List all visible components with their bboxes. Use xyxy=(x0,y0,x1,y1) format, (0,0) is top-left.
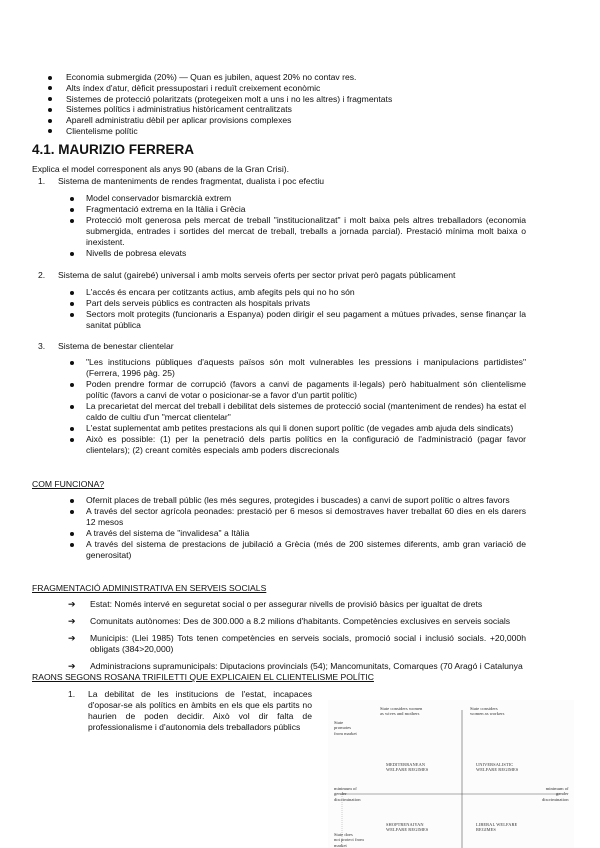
item-title: Sistema de manteniments de rendes fragmentat, dualista i poc efectiu xyxy=(58,176,325,186)
item-number: 2. xyxy=(38,270,46,280)
list-item: Part dels serveis públics es contracten als hospitals privats xyxy=(68,298,526,309)
list-item: La precarietat del mercat del treball i debilitat dels sistemes de protecció social (manteniment de rendes) ha estat el caldo de cultiu d'un "mercat clientelar" xyxy=(68,401,526,423)
item-title: Sistema de salut (gairebé) universal i amb molts serveis oferts per sector privat però pagats públicament xyxy=(58,270,456,280)
list-item: A través del sector agrícola peonades: prestació per 6 mesos si demostraves haver treballat 60 dies en els darers 12 mesos xyxy=(68,506,526,528)
list-item: Sistemes de protecció polaritzats (protegeixen molt a uns i no les altres) i fragmentats xyxy=(46,94,566,105)
list-item: Clientelisme polític xyxy=(46,126,566,137)
fragmentacio-heading: FRAGMENTACIÓ ADMINISTRATIVA EN SERVEIS SOCIALS xyxy=(32,583,267,593)
item-number: 3. xyxy=(38,341,46,351)
list-item: Nivells de pobresa elevats xyxy=(68,248,526,259)
quadrant-top-left: MEDITERRANEAN WELFARE REGIMES xyxy=(386,762,429,773)
list-item xyxy=(68,616,526,627)
quadrant-bottom-left: SHOPTRENAIYAN WELFARE REGIMES xyxy=(386,822,429,833)
item-text: La debilitat de les institucions de l'estat, incapaces d'oposar-se als polítics en àmbits en els que els partits no haurien de poden decidir. Això vol dir falta de professionalisme i d'autonomia dels treballadors públics xyxy=(88,689,312,732)
item-number: 1. xyxy=(38,176,46,186)
list-item: Ofernit places de treball públic (les més segures, protegides i buscades) a canvi de suport polític o altres favors xyxy=(68,495,526,506)
list-item: Economia submergida (20%) — Quan es jubilen, aquest 20% no contav res. xyxy=(46,72,566,83)
figure-left-top-label: State promotes from market xyxy=(334,720,357,736)
list-item: A través del sistema de prestacions de jubilació a Grècia (més de 200 sistemes diferents, amb gran variació de generositat) xyxy=(68,539,526,561)
list-item: Aparell administratiu dèbil per aplicar provisions complexes xyxy=(46,115,566,126)
list-item: Sistemes polítics i administratius històricament centralitzats xyxy=(46,104,566,115)
figure-top-right-label: State considers women as workers xyxy=(470,706,505,717)
intro-text: Explica el model corresponent als anys 90 (abans de la Gran Crisi). xyxy=(32,164,289,174)
figure-left-mid-label: minimum of gender discrimination xyxy=(334,786,361,802)
arrow-right-icon: ➔ xyxy=(68,599,76,609)
raons-heading: RAONS SEGONS ROSANA TRIFILETTI QUE EXPLICAIEN EL CLIENTELISME POLÍTIC xyxy=(32,672,374,682)
list-item: "Les institucions públiques d'aquests països són molt vulnerables les pressions i manipulacions partidistes" (Ferrera, 1996 pàg. 25) xyxy=(68,357,526,379)
list-item: Això es possible: (1) per la penetració dels partis polítics en la configuració de l'administració (pagar favor clientelars); (2) creant comitès especials amb poders discrecionals xyxy=(68,434,526,456)
list-item: Sectors molt protegits (funcionaris a Espanya) poden dirigir el seu pagament a mútues privades, sense finançar la sanitat pública xyxy=(68,309,526,331)
fragmentacio-list xyxy=(68,599,526,672)
item3-bullets xyxy=(68,357,526,456)
com-funciona-heading: COM FUNCIONA? xyxy=(32,479,105,489)
list-item-text: Municipis: (Llei 1985) Tots tenen competències en serveis socials, promoció social i inclusió socials. +20,000h obligats (384>20,000) xyxy=(90,633,526,654)
arrow-right-icon: ➔ xyxy=(68,661,76,671)
figure-lines xyxy=(328,700,574,848)
list-item: L'estat suplementat amb petites prestacions als qui li donen suport polític (de vegades amb ajuda dels sindicats) xyxy=(68,423,526,434)
list-item xyxy=(68,661,526,672)
top-bullet-list xyxy=(46,72,566,137)
item2-bullets xyxy=(68,287,526,331)
list-item: Protecció molt generosa pels mercat de treball "institucionalitzat" i molt baixa pels altres treballadors (economia submergida, entrades i sortides del mercat de treball, treballs a jornada parcial). Prestació mínima molt baixa o inexistent. xyxy=(68,215,526,248)
arrow-right-icon: ➔ xyxy=(68,616,76,626)
list-item xyxy=(68,599,526,610)
quadrant-top-right: UNIVERSALISTIC WELFARE REGIMES xyxy=(476,762,519,773)
section-title: 4.1. MAURIZIO FERRERA xyxy=(32,142,195,157)
list-item: Alts índex d'atur, dèficit pressupostari i reduït creixement econòmic xyxy=(46,83,566,94)
quadrant-bottom-right: LIBERAL WELFARE REGIMES xyxy=(476,822,518,833)
list-item-text: Comunitats autònomes: Des de 300.000 a 8.2 milions d'habitants. Competències exclusives en serveis socials xyxy=(90,616,511,626)
list-item: L'accés és encara per cotitzants actius, amb afegits pels qui no ho són xyxy=(68,287,526,298)
list-item xyxy=(68,633,526,655)
list-item: A través del sistema de "invalidesa" a Itàlia xyxy=(68,528,526,539)
list-item: Fragmentació extrema en la Itàlia i Grècia xyxy=(68,204,526,215)
list-item: Poden prendre formar de corrupció (favors a canvi de pagaments il·legals) però habitualment són clientelisme polític (favors a canvi de votar o posicionar-se a favor d'un partit polític) xyxy=(68,379,526,401)
list-item-text: Estat: Només intervé en seguretat social o per assegurar nivells de provisió bàsics per igualtat de drets xyxy=(90,599,483,609)
figure-right-mid-label: minimum of gender discrimination xyxy=(542,786,569,802)
item-number: 1. xyxy=(68,689,76,699)
figure-top-label: State considers women as wives and mothers xyxy=(380,706,423,717)
list-item-text: Administracions supramunicipals: Diputacions provincials (54); Mancomunitats, Comarques (70 Aragó i Catalunya xyxy=(90,661,523,671)
list-item: Model conservador bismarckià extrem xyxy=(68,193,526,204)
item-title: Sistema de benestar clientelar xyxy=(58,341,174,351)
welfare-regimes-figure xyxy=(328,700,574,848)
figure-left-bottom-label: State does not protect from market xyxy=(334,832,364,848)
com-funciona-bullets xyxy=(68,495,526,561)
item1-bullets xyxy=(68,193,526,259)
arrow-right-icon: ➔ xyxy=(68,633,76,643)
